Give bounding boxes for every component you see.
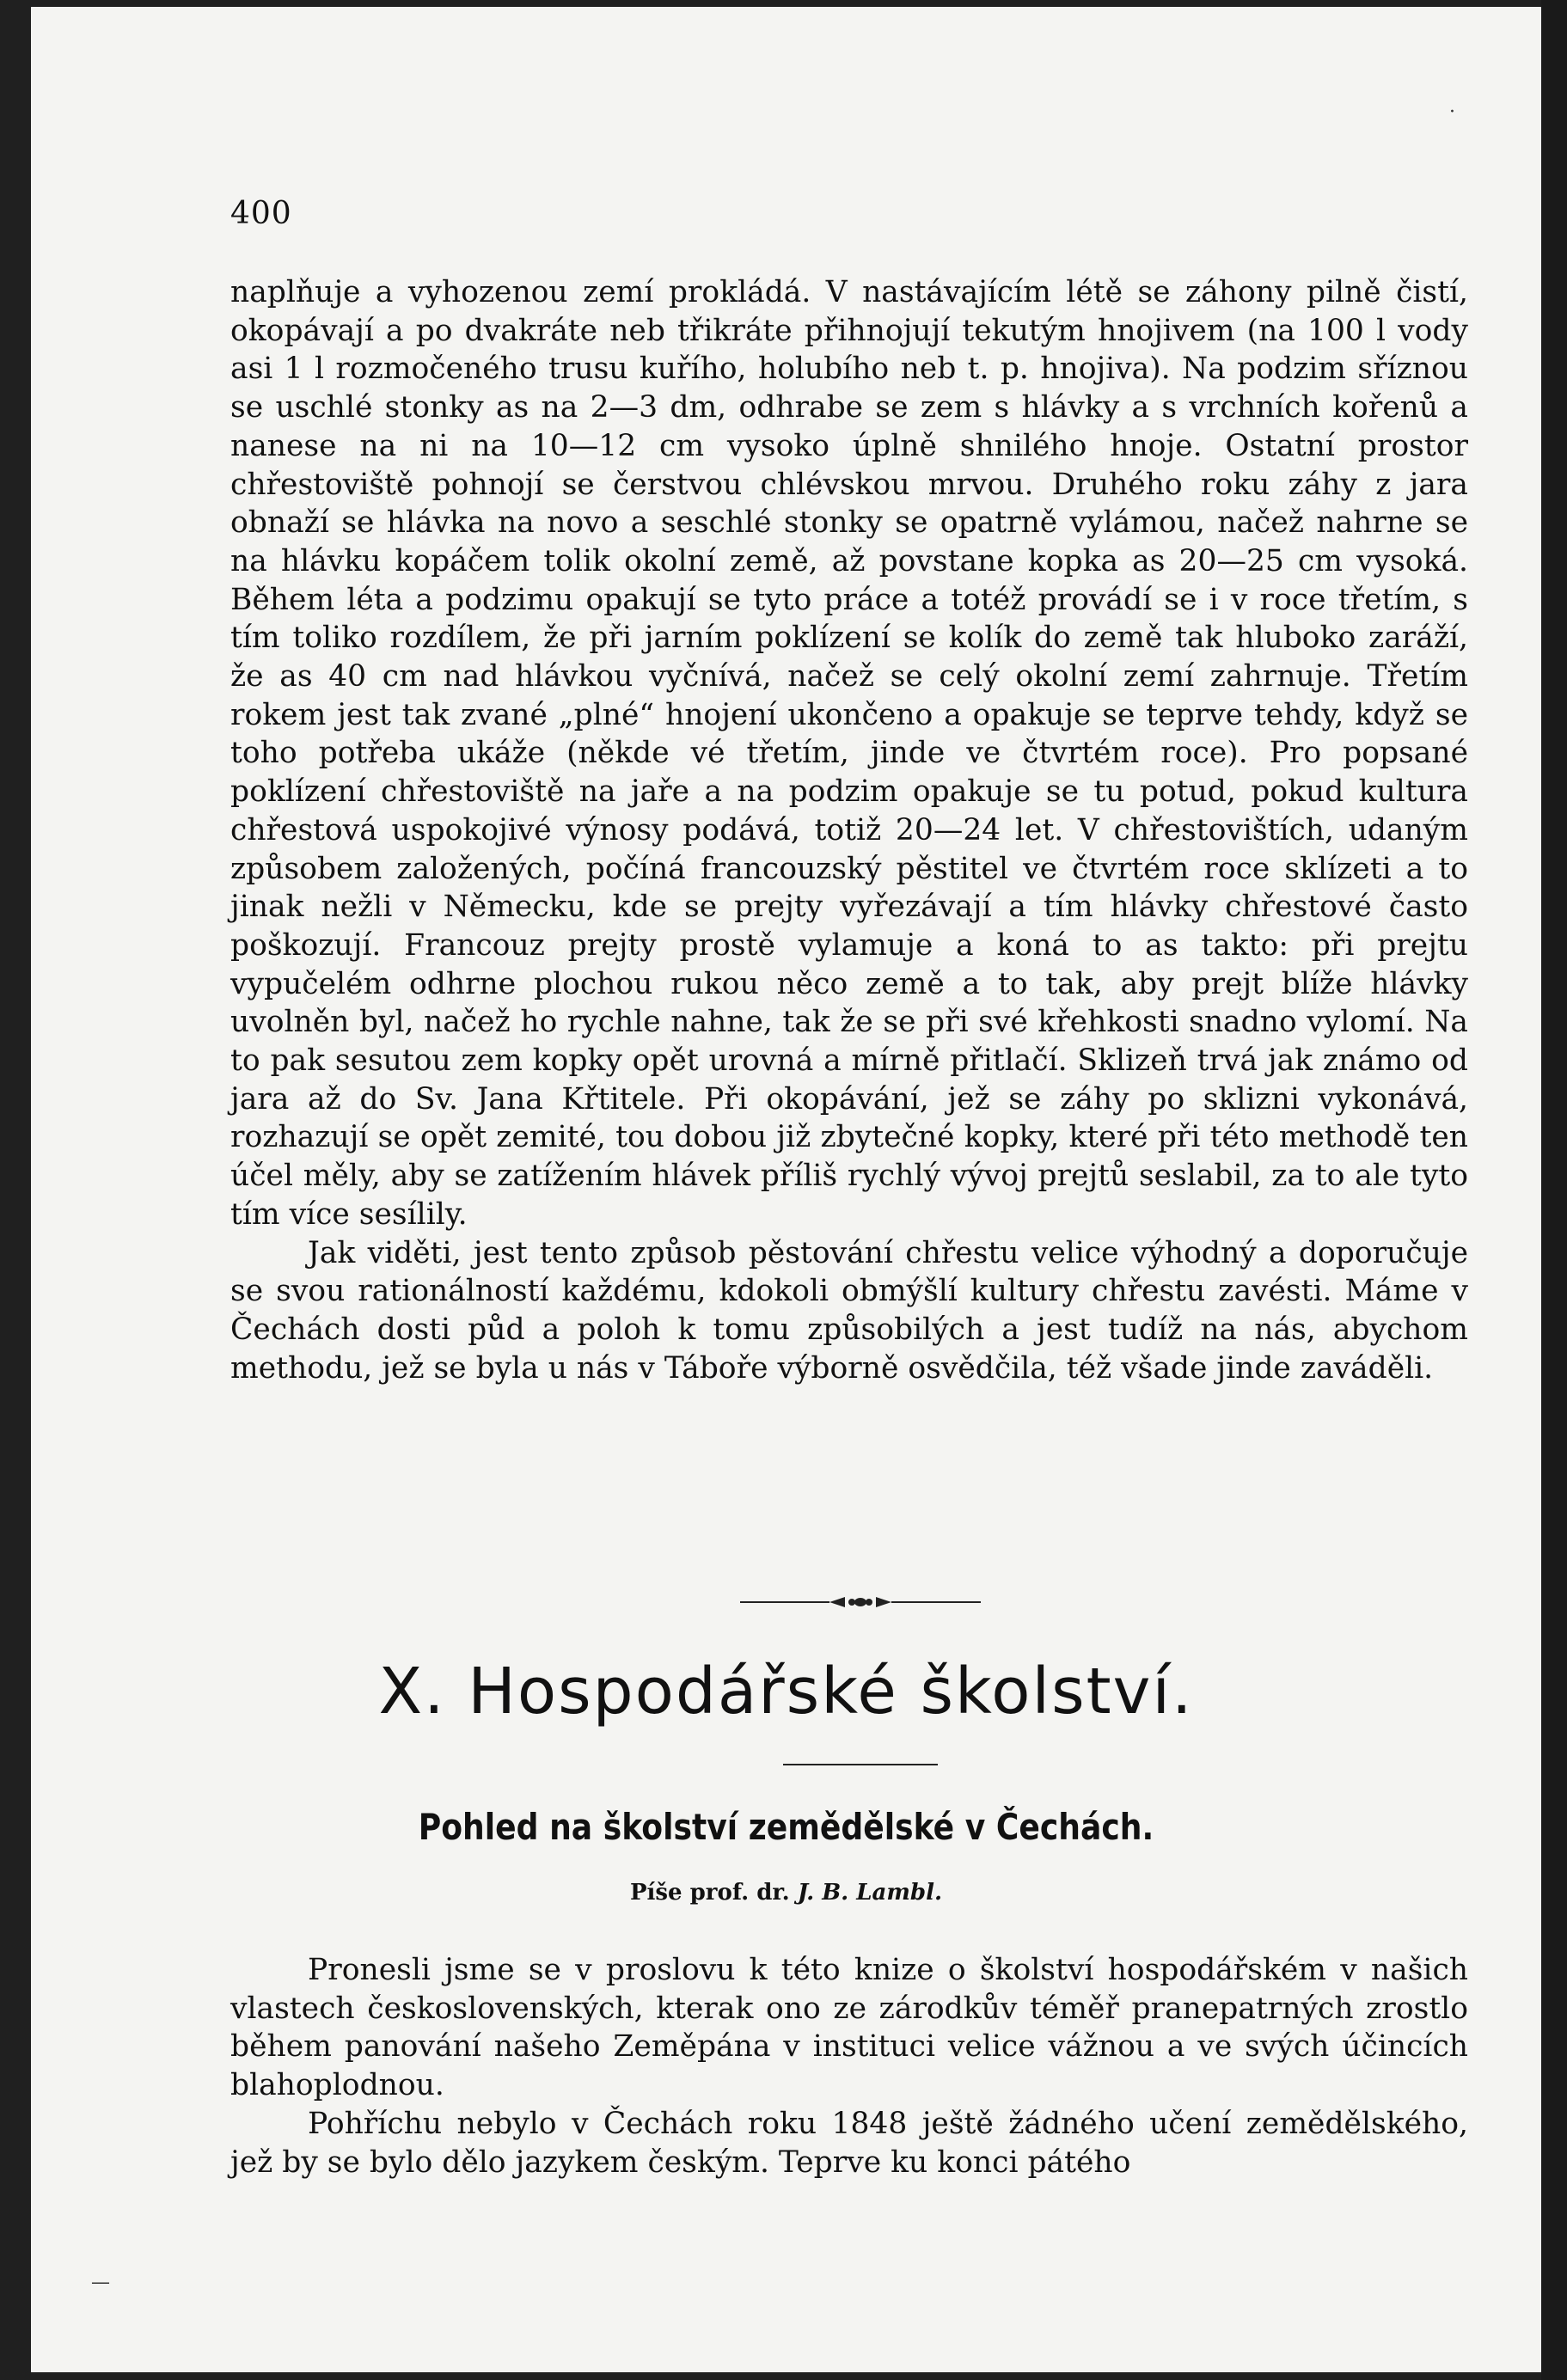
ornament-divider [740, 1592, 981, 1612]
chapter-title: X. Hospodářské školství. [378, 1655, 1194, 1728]
scan-edge [1541, 0, 1567, 2380]
title-rule [783, 1764, 938, 1765]
continuation-text [230, 273, 1468, 1387]
body-paragraph: Pronesli jsme se v proslovu k této knize o školství hospodářském v našich vlastech československých, kterak ono ze zárodkův téměř pranepatrných zrostlo během panování našeho Zeměpána v instituci velice vážnou a ve svých účincích blahoplodnou. [230, 1953, 1468, 2103]
body-paragraph: Jak viděti, jest tento způsob pěstování chřestu velice výhodný a doporučuje se svou rationálností každému, kdokoli obmýšlí kultury chřestu zavésti. Máme v Čechách dosti půd a poloh k tomu způsobilých a jest tudíž na nás, abychom methodu, jež se byla u nás v Táboře výborně osvědčila, též všade jinde zaváděli. [230, 1235, 1468, 1386]
byline-prefix: Píše prof. dr. [629, 1880, 790, 1906]
body-paragraph: Pohříchu nebylo v Čechách roku 1848 ještě žádného učení zemědělského, jež by se bylo dělo jazykem českým. Teprve ku konci pátého [230, 2106, 1468, 2180]
author-name: J. B. Lambl. [797, 1880, 943, 1906]
page-number: 400 [230, 196, 292, 231]
byline [31, 1877, 1541, 1908]
article-title: Pohled na školství zemědělské v Čechách. [418, 1806, 1154, 1848]
book-page [31, 7, 1541, 2372]
margin-speck: · [1449, 101, 1455, 123]
article-text [230, 1951, 1468, 2181]
body-paragraph: naplňuje a vyhozenou zemí prokládá. V nastávajícím létě se záhony pilně čistí, okopávají a po dvakráte neb třikráte přihnojují tekutým hnojivem (na 100 l vody asi 1 l rozmočeného trusu kuřího, holubího neb t. p. hnojiva). Na podzim sříznou se uschlé stonky as na 2—3 dm, odhrabe se zem s hlávky a s vrchních kořenů a nanese na ni na 10—12 cm vysoko úplně shnilého hnoje. Ostatní prostor chřestoviště pohnojí se čerstvou chlévskou mrvou. Druhého roku záhy z jara obnaží se hlávka na novo a seschlé stonky se opatrně vylámou, načež nahrne se na hlávku kopáčem tolik okolní země, až povstane kopka as 20—25 cm vysoká. Během léta a podzimu opakují se tyto práce a totéž provádí se i v roce třetím, s tím toliko rozdílem, že při jarním poklízení se kolík do země tak hluboko zaráží, že as 40 cm nad hlávkou vyčnívá, načež se celý okolní zemí zahrnuje. Třetím rokem jest tak zvané „plné“ hnojení ukončeno a opakuje se teprve tehdy, když se toho potřeba ukáže (někde vé třetím, jinde ve čtvrtém roce). Pro popsané poklízení chřestoviště na jaře a na podzim opakuje se tu potud, pokud kultura chřestová uspokojivé výnosy podává, totiž 20—24 let. V chřestovištích, udaným způsobem založených, počíná francouzský pěstitel ve čtvrtém roce sklízeti a to jinak nežli v Německu, kde se prejty vyřezávají a tím hlávky chřestové často poškozují. Francouz prejty prostě vylamuje a koná to as takto: při prejtu vypučelém odhrne plochou rukou něco země a to tak, aby prejt blíže hlávky uvolněn byl, načež ho rychle nahne, tak že se při své křehkosti snadno vylomí. Na to pak sesutou zem kopky opět urovná a mírně přitlačí. Sklizeň trvá jak známo od jara až do Sv. Jana Křtitele. Při okopávání, jež se záhy po sklizni vykonává, rozhazují se opět zemité, tou dobou již zbytečné kopky, které při této methodě ten účel měly, aby se zatížením hlávek příliš rychlý vývoj prejtů seslabil, za to ale tyto tím více sesílily. [230, 275, 1468, 1232]
margin-speck: — [91, 2272, 110, 2293]
